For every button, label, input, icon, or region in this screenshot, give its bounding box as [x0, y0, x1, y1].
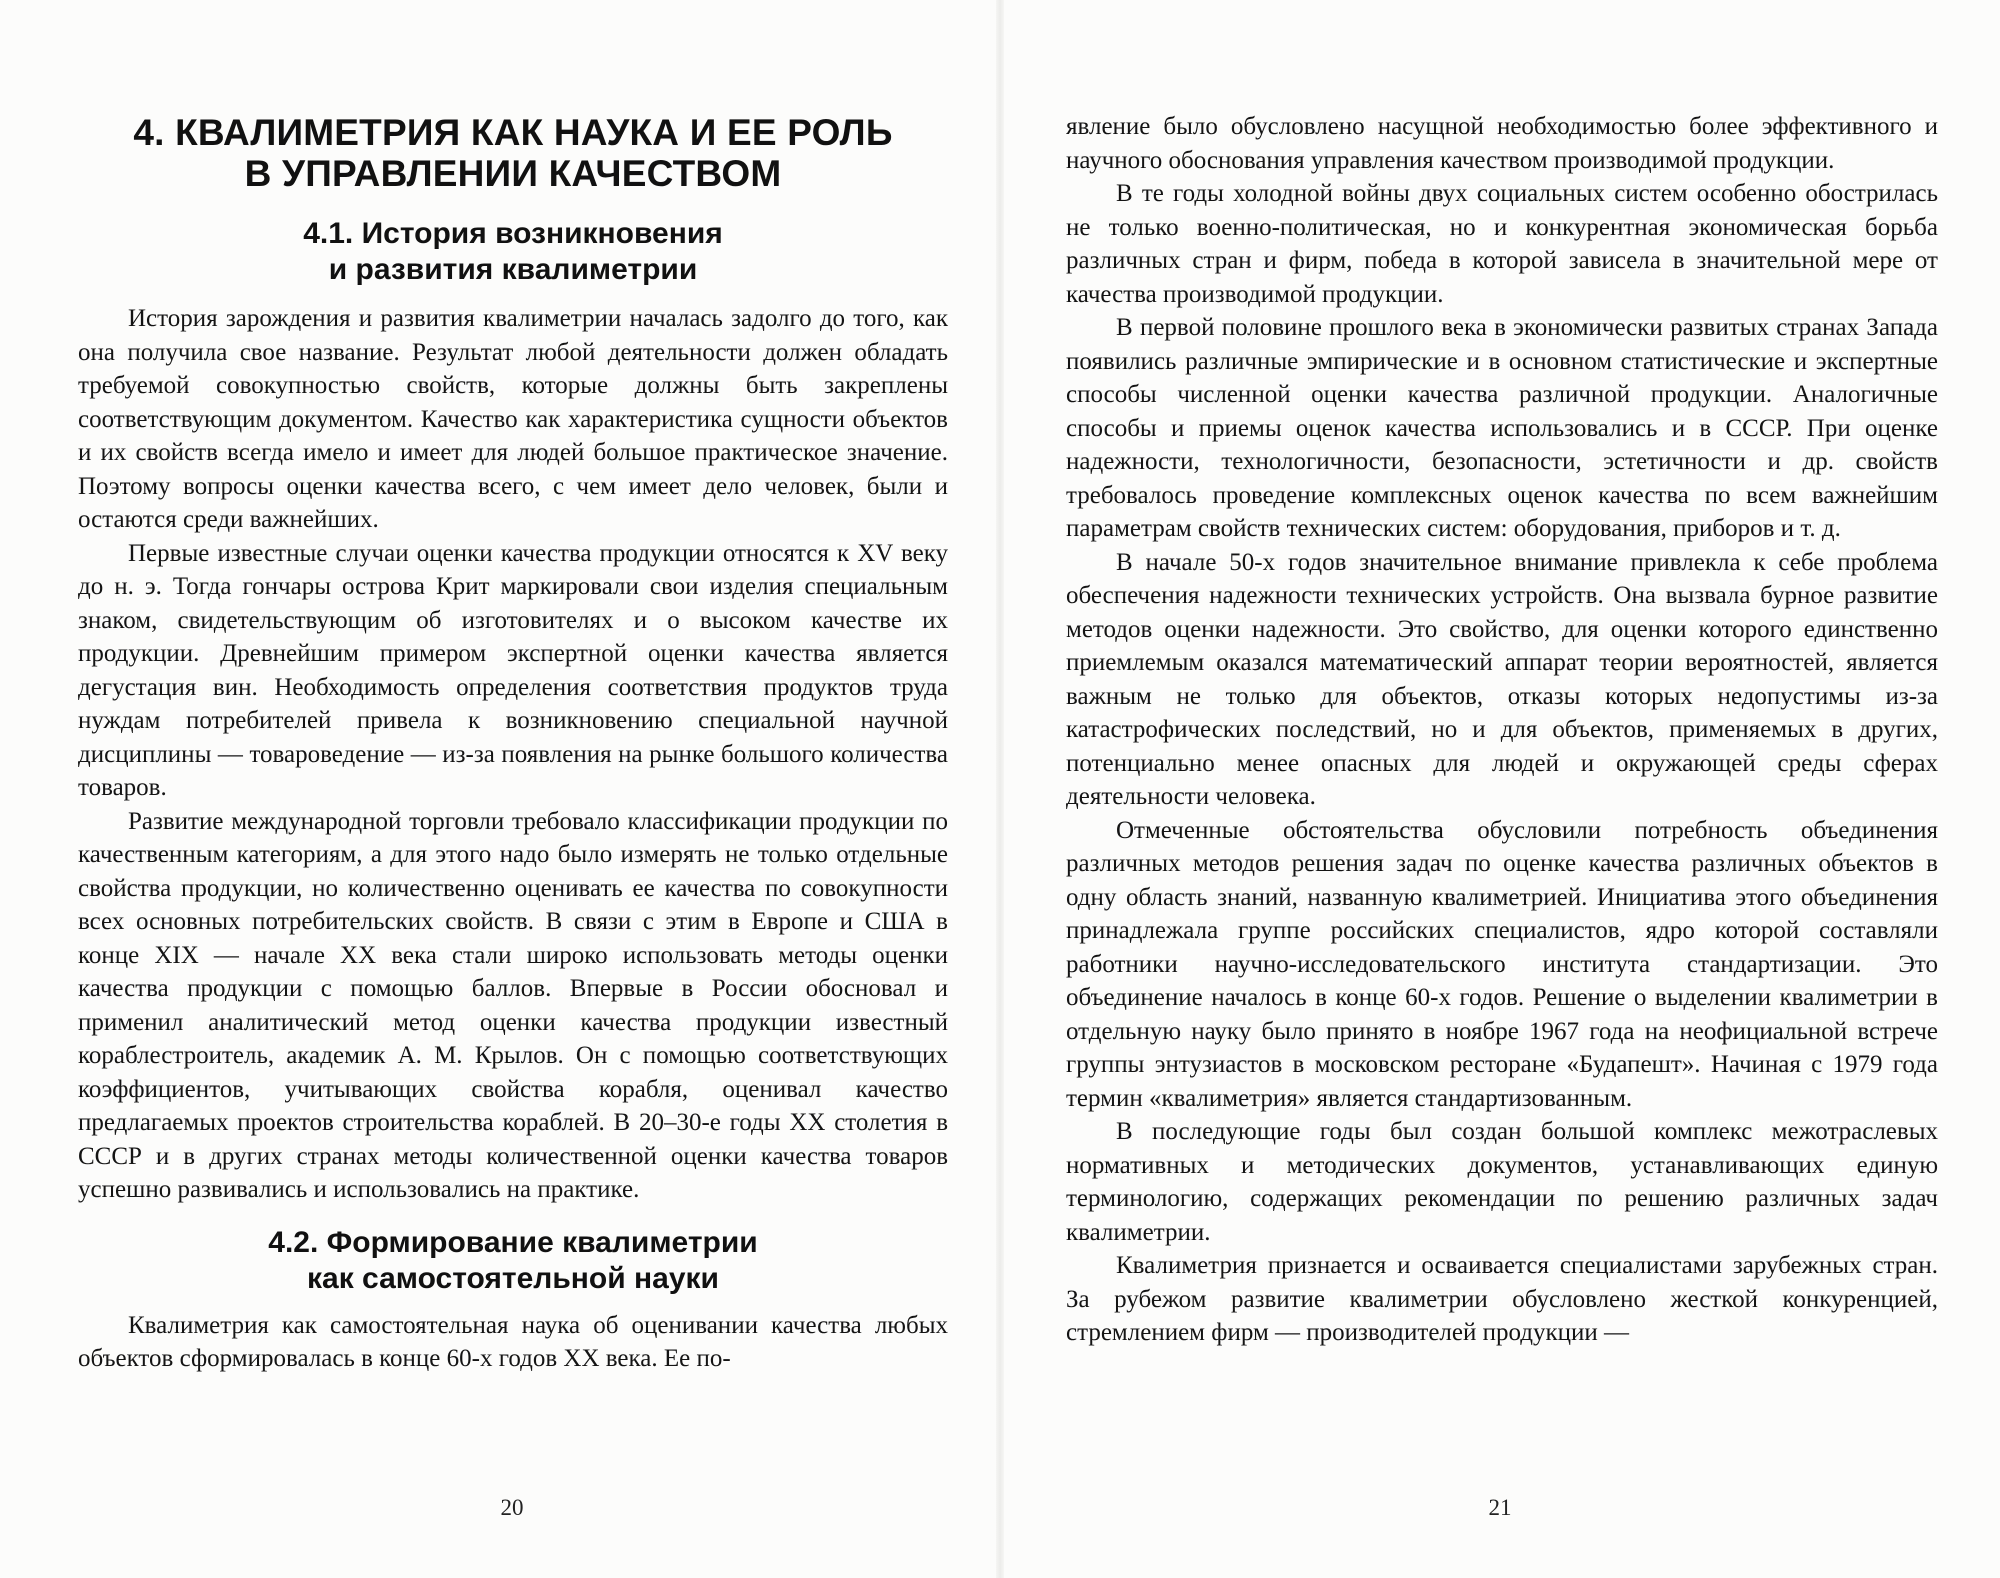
section-title-4-2	[78, 1225, 948, 1297]
chapter-title	[78, 112, 948, 194]
left-text-column	[78, 0, 948, 1376]
paragraph: Квалиметрия признается и осваивается специалистами зарубежных стран. За рубежом развитие квалиметрии обусловлено жесткой конкуренцией, стремлением фирм — производителей продукции —	[1066, 1252, 1938, 1346]
section-title-4-1-line-1: 4.1. История возникновения	[303, 217, 723, 250]
paragraph: В те годы холодной войны двух социальных систем особенно обострилась не только военно-политическая, но и конкурентная экономическая борьба различных стран и фирм, победа в которой зависела в значительной мере от качества производимой продукции.	[1066, 180, 1938, 308]
right-text-column	[1066, 110, 1938, 1350]
paragraph: Развитие международной торговли требовало классификации продукции по качественным категориям, а для этого надо было измерять не только отдельные свойства продукции, но количественно оценивать ее качества по совокупности всех основных потребительских свойств. В связи с этим в Европе и США в конце XIX — начале XX века стали широко использовать методы оценки качества продукции с помощью баллов. Впервые в России обосновал и применил аналитический метод оценки качества продукции известный кораблестроитель, академик А. М. Крылов. Он с помощью соответствующих коэффициентов, учитывающих свойства корабля, оценивал качество предлагаемых проектов строительства кораблей. В 20–30-е годы XX столетия в СССР и в других странах методы количественной оценки качества товаров успешно развивались и использовались на практике.	[78, 807, 948, 1203]
paragraph: В начале 50-х годов значительное внимание привлекла к себе проблема обеспечения надежности технических устройств. Она вызвала бурное развитие методов оценки надежности. Это свойство, для оценки которого единственно приемлемым оказался математический аппарат теории вероятностей, является важным не только для объектов, отказы которых недопустимы из-за катастрофических последствий, но и для объектов, применяемых в других, потенциально менее опасных для людей и окружающей среды сферах деятельности человека.	[1066, 548, 1938, 810]
paragraph: В последующие годы был создан большой комплекс межотраслевых нормативных и методических документов, устанавливающих единую терминологию, содержащих рекомендации по решению различных задач квалиметрии.	[1066, 1118, 1938, 1246]
chapter-title-line-2: В УПРАВЛЕНИИ КАЧЕСТВОМ	[244, 153, 782, 194]
section-title-4-1-line-2: и развития квалиметрии	[328, 253, 698, 286]
section-title-4-2-line-1: 4.2. Формирование квалиметрии	[268, 1225, 758, 1259]
right-page	[1000, 0, 2000, 1578]
paragraph: История зарождения и развития квалиметрии началась задолго до того, как она получила свое название. Результат любой деятельности должен обладать требуемой совокупностью свойств, которые должны быть закреплены соответствующим документом. Качество как характеристика сущности объектов и их свойств всегда имело и имеет для людей большое практическое значение. Поэтому вопросы оценки качества всего, с чем имеет дело человек, были и остаются среди важнейших.	[78, 305, 948, 533]
section-title-4-2-line-2: как самостоятельной науки	[307, 1261, 719, 1295]
paragraph: В первой половине прошлого века в экономически развитых странах Запада появились различные эмпирические и в основном статистические и экспертные способы численной оценки качества различной продукции. Аналогичные способы и приемы оценок качества использовались и в СССР. При оценке надежности, технологичности, безопасности, эстетичности и др. свойств требовалось проведение комплексных оценок качества по всем важнейшим параметрам свойств технических систем: оборудования, приборов и т. д.	[1066, 314, 1938, 542]
page-number-left: 20	[500, 1495, 524, 1520]
section-title-4-1	[78, 216, 948, 288]
paragraph: Квалиметрия как самостоятельная наука об оценивании качества любых объектов сформировалась в конце 60-х годов XX века. Ее по-	[78, 1311, 948, 1372]
paragraph: явление было обусловлено насущной необходимостью более эффективного и научного обоснования управления качеством производимой продукции.	[1066, 113, 1938, 174]
chapter-title-line-1: 4. КВАЛИМЕТРИЯ КАК НАУКА И ЕЕ РОЛЬ	[133, 112, 893, 153]
paragraph: Отмеченные обстоятельства обусловили потребность объединения различных методов решения задач по оценке качества различных объектов в одну область знаний, названную квалиметрией. Инициатива этого объединения принадлежала группе российских специалистов, ядро которой составляли работники научно-исследовательского института стандартизации. Это объединение началось в конце 60-х годов. Решение о выделении квалиметрии в отдельную науку было принято в ноябре 1967 года на неофициальной встрече группы энтузиастов в московском ресторане «Будапешт». Начиная с 1979 года термин «квалиметрия» является стандартизованным.	[1066, 816, 1938, 1112]
page-number-right: 21	[1488, 1495, 1512, 1520]
paragraph: Первые известные случаи оценки качества продукции относятся к XV веку до н. э. Тогда гончары острова Крит маркировали свои изделия специальным знаком, свидетельствующим об изготовителях и о высоком качестве их продукции. Древнейшим примером экспертной оценки качества является дегустация вин. Необходимость определения соответствия продуктов труда нуждам потребителей привела к возникновению специальной научной дисциплины — товароведение — из-за появления на рынке большого количества товаров.	[78, 539, 948, 801]
